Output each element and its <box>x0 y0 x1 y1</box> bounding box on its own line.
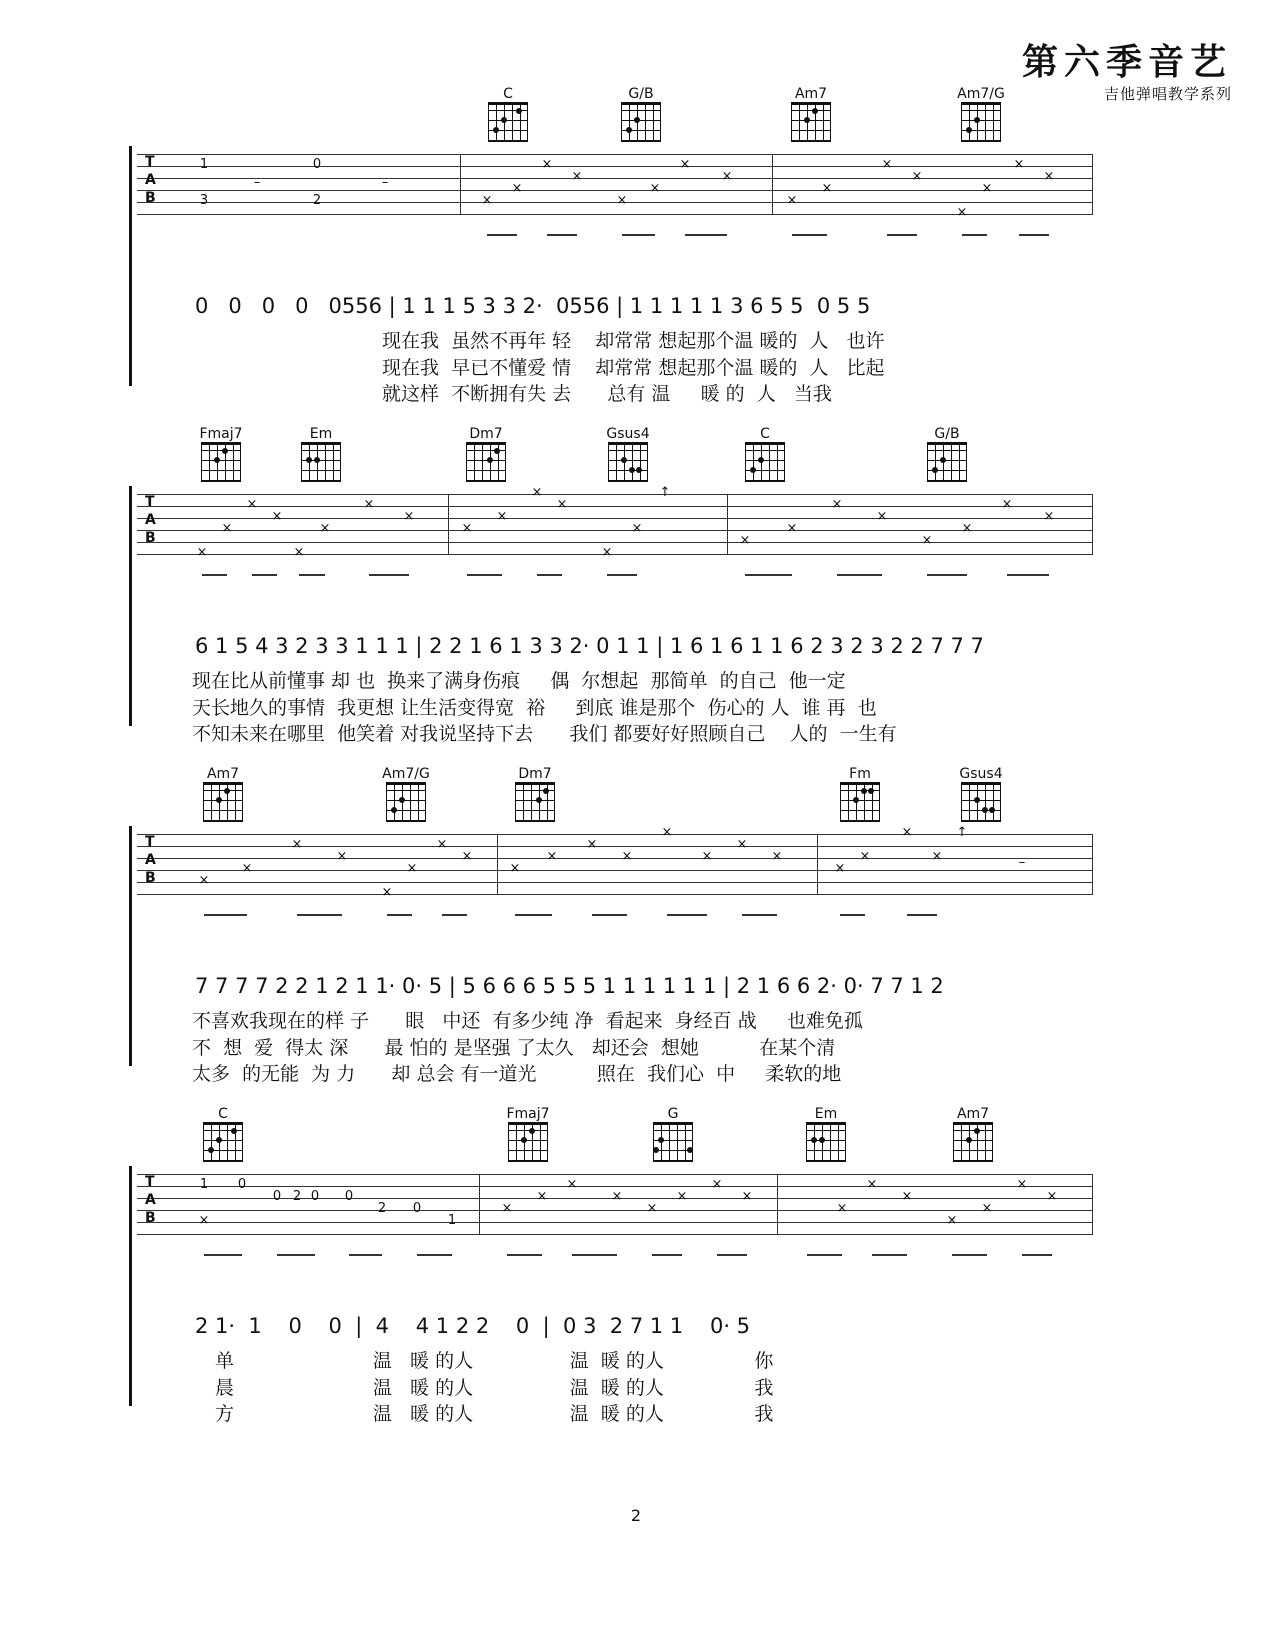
numbered-notation: 2 1· 1 0 0 | 4 4 1 2 2 0 | 0 3 2 7 1 1 0· 5 <box>195 1314 751 1338</box>
chord-diagram: G/B <box>921 426 973 482</box>
chord-diagram: Em <box>800 1106 852 1162</box>
lyric-line: 晨 温 暖 的人 温 暖 的人 我 <box>215 1377 774 1399</box>
guitar-tab-staff: T A B 1 3 – 0 2 – × × × × × × × × × × × × × × × × <box>137 154 1093 214</box>
brand-subtitle: 吉他弹唱教学系列 <box>1103 85 1232 103</box>
guitar-tab-staff: T A B 1 × 0 0 2 0 0 2 0 1 × × × × × × × × × × × × × × × <box>137 1174 1093 1234</box>
chord-diagram: C <box>739 426 791 482</box>
score-system-3 <box>137 766 1093 1106</box>
lyric-line: 方 温 暖 的人 温 暖 的人 我 <box>215 1403 774 1425</box>
lyric-line: 太多 的无能 为 力 却 总会 有一道光 照在 我们心 中 柔软的地 <box>192 1063 842 1085</box>
lyric-line: 现在我 虽然不再年 轻 却常常 想起那个温 暖的 人 也许 <box>382 330 885 352</box>
chord-diagram: Am7 <box>947 1106 999 1162</box>
numbered-notation: 6 1 5 4 3 2 3 3 1 1 1 | 2 2 1 6 1 3 3 2· 0 1 1 | 1 6 1 6 1 1 6 2 3 2 3 2 2 7 7 7 <box>195 634 984 658</box>
chord-diagram: Gsus4 <box>955 766 1007 822</box>
score-system-4 <box>137 1106 1093 1446</box>
lyric-line: 天长地久的事情 我更想 让生活变得宽 裕 到底 谁是那个 伤心的 人 谁 再 也 <box>192 697 877 719</box>
chord-diagram: G <box>647 1106 699 1162</box>
numbered-notation: 7 7 7 7 2 2 1 2 1 1· 0· 5 | 5 6 6 6 5 5 5 1 1 1 1 1 1 | 2 1 6 6 2· 0· 7 7 1 2 <box>195 974 944 998</box>
lyric-line: 就这样 不断拥有失 去 总有 温 暖 的 人 当我 <box>382 383 832 405</box>
chord-diagram: C <box>482 86 534 142</box>
guitar-tab-staff: T A B × × × × × × × × × × × × × × × × × × × × ↑ – <box>137 834 1093 894</box>
brand-title: 第六季音艺 <box>1021 41 1232 83</box>
chord-diagram: Em <box>295 426 347 482</box>
chord-diagram: Am7/G <box>380 766 432 822</box>
lyric-line: 不喜欢我现在的样 子 眼 中还 有多少纯 净 看起来 身经百 战 也难免孤 <box>192 1010 863 1032</box>
chord-diagram: C <box>197 1106 249 1162</box>
score-system-2 <box>137 426 1093 766</box>
chord-diagram: Gsus4 <box>602 426 654 482</box>
numbered-notation: 0 0 0 0 0556 | 1 1 1 5 3 3 2· 0556 | 1 1 1 1 1 3 6 5 5 0 5 5 <box>195 294 871 318</box>
lyric-line: 不 想 爱 得太 深 最 怕的 是坚强 了太久 却还会 想她 在某个清 <box>192 1037 836 1059</box>
chord-diagram: Fmaj7 <box>502 1106 554 1162</box>
chord-diagram: Dm7 <box>460 426 512 482</box>
guitar-tab-staff: T A B × × × × × × × × × × × × × × ↑ × × × × × × × × <box>137 494 1093 554</box>
score-system-1 <box>137 86 1093 426</box>
chord-diagram: Fmaj7 <box>195 426 247 482</box>
lyric-line: 现在比从前懂事 却 也 换来了满身伤痕 偶 尔想起 那简单 的自己 他一定 <box>192 670 846 692</box>
chord-diagram: Am7 <box>785 86 837 142</box>
page-number: 2 <box>630 1506 642 1525</box>
chord-diagram: Am7/G <box>955 86 1007 142</box>
chord-diagram: Am7 <box>197 766 249 822</box>
chord-diagram: G/B <box>615 86 667 142</box>
lyric-line: 单 温 暖 的人 温 暖 的人 你 <box>215 1350 774 1372</box>
chord-diagram: Dm7 <box>509 766 561 822</box>
chord-diagram: Fm <box>834 766 886 822</box>
lyric-line: 不知未来在哪里 他笑着 对我说坚持下去 我们 都要好好照顾自己 人的 一生有 <box>192 723 897 745</box>
lyric-line: 现在我 早已不懂爱 情 却常常 想起那个温 暖的 人 比起 <box>382 357 885 379</box>
